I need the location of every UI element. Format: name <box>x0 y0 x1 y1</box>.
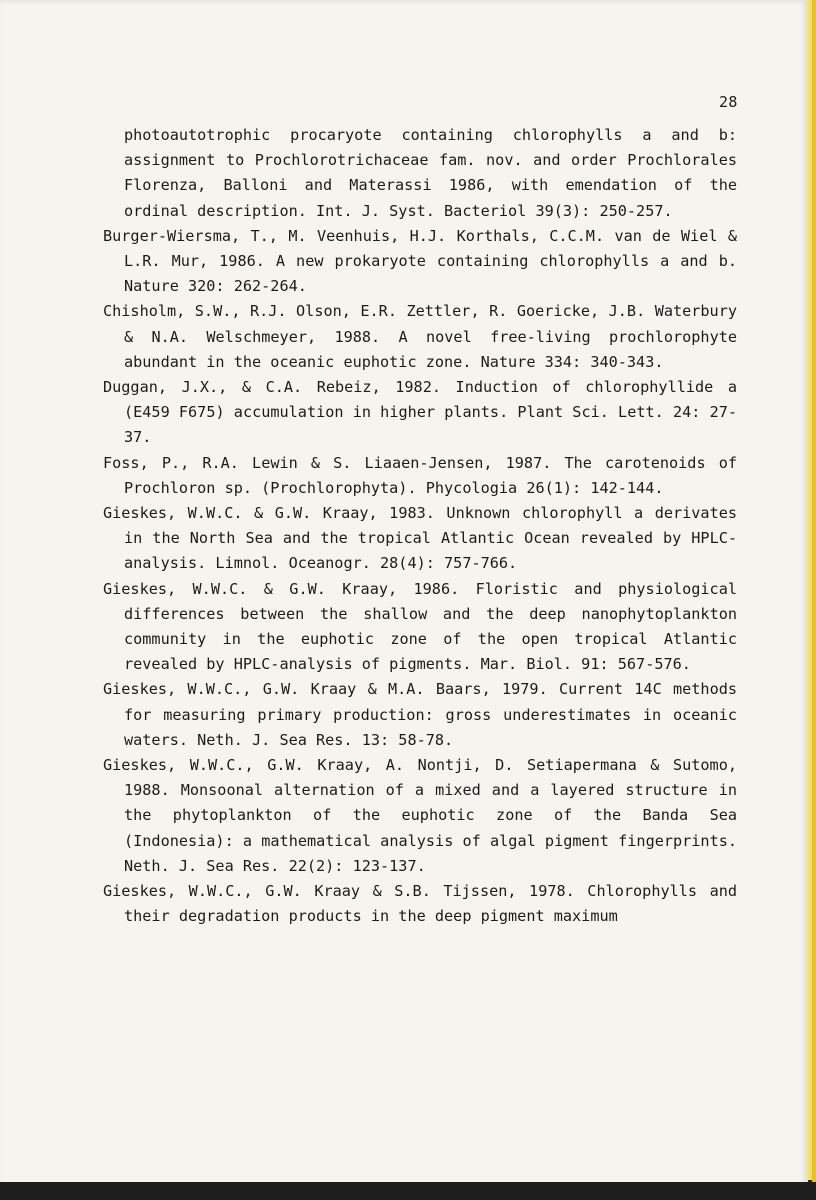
reference-entry <box>103 753 737 879</box>
page-number: 28 <box>719 93 738 111</box>
reference-entry <box>103 677 737 753</box>
reference-entry <box>103 224 737 300</box>
reference-text: Gieskes, W.W.C., G.W. Kraay & S.B. Tijssen, 1978. Chlorophylls and their degradation products in the deep pigment maximum <box>103 882 737 926</box>
reference-entry <box>103 451 737 501</box>
reference-entry <box>103 879 737 929</box>
reference-entry <box>103 501 737 577</box>
reference-text: Gieskes, W.W.C. & G.W. Kraay, 1986. Floristic and physiological differences between the shallow and the deep nanophytoplankton community in the euphotic zone of the open tropical Atlantic revealed by HPLC-analysis of pigments. Mar. Biol. 91: 567-576. <box>103 579 737 674</box>
page-edge-yellow-strip <box>812 0 816 1192</box>
reference-entry <box>103 577 737 678</box>
reference-text: Chisholm, S.W., R.J. Olson, E.R. Zettler, R. Goericke, J.B. Waterbury & N.A. Welschmeyer, 1988. A novel free-living prochlorophyte abundant in the oceanic euphotic zone. Nature 334: 340-343. <box>103 302 737 371</box>
reference-list <box>103 123 737 930</box>
reference-text: Gieskes, W.W.C. & G.W. Kraay, 1983. Unknown chlorophyll a derivates in the North Sea and the tropical Atlantic Ocean revealed by HPLC-analysis. Limnol. Oceanogr. 28(4): 757-766. <box>103 504 737 573</box>
reference-text: Burger-Wiersma, T., M. Veenhuis, H.J. Korthals, C.C.M. van de Wiel & L.R. Mur, 1986. A new prokaryote containing chlorophylls a and b. Nature 320: 262-264. <box>103 226 737 296</box>
reference-text: Foss, P., R.A. Lewin & S. Liaaen-Jensen, 1987. The carotenoids of Prochloron sp. (Prochlorophyta). Phycologia 26(1): 142-144. <box>103 453 737 497</box>
reference-text: Gieskes, W.W.C., G.W. Kraay & M.A. Baars, 1979. Current 14C methods for measuring primary production: gross underestimates in oceanic waters. Neth. J. Sea Res. 13: 58-78. <box>103 680 737 749</box>
reference-entry <box>103 123 737 224</box>
scan-bottom-border <box>0 1182 816 1200</box>
reference-text: Duggan, J.X., & C.A. Rebeiz, 1982. Induction of chlorophyllide a (E459 F675) accumulation in higher plants. Plant Sci. Lett. 24: 27-37. <box>103 378 737 447</box>
reference-entry <box>103 299 737 375</box>
reference-text: Gieskes, W.W.C., G.W. Kraay, A. Nontji, D. Setiapermana & Sutomo, 1988. Monsoonal alternation of a mixed and a layered structure in the phytoplankton of the euphotic zone of the Banda Sea (Indonesia): a mathematical analysis of algal pigment fingerprints. Neth. J. Sea Res. 22(2): 123-137. <box>103 756 737 875</box>
reference-entry <box>103 375 737 451</box>
reference-text: photoautotrophic procaryote containing chlorophylls a and b: assignment to Prochlorotrichaceae fam. nov. and order Prochlorales Florenza, Balloni and Materassi 1986, with emendation of the ordinal description. Int. J. Syst. Bacteriol 39(3): 250-257. <box>124 126 737 220</box>
